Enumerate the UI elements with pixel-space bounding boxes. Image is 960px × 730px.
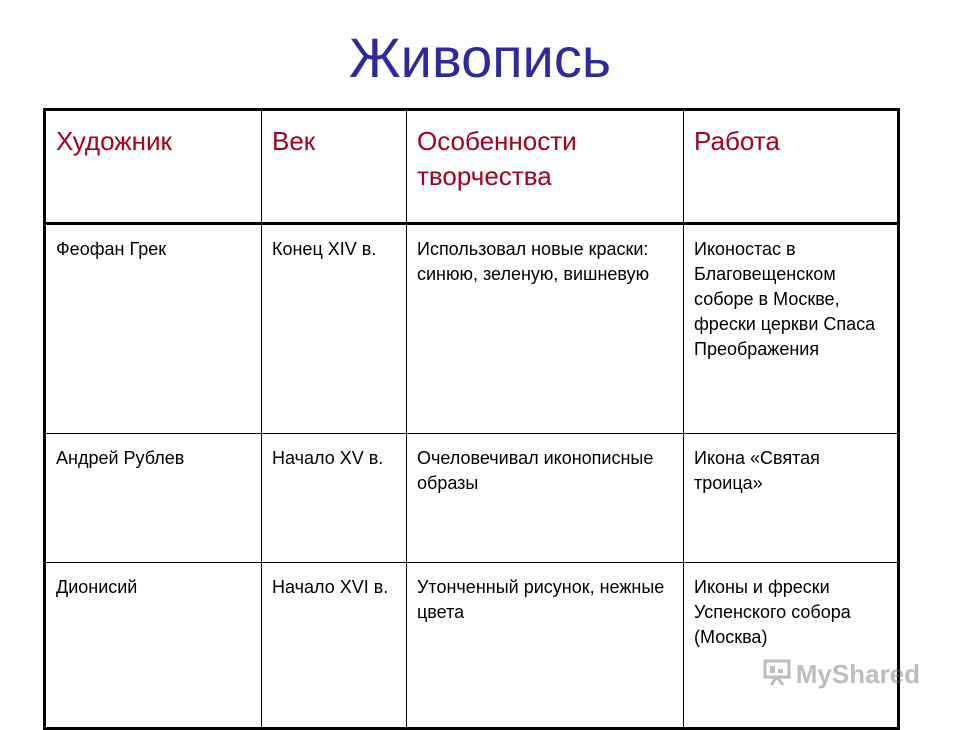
table-row bbox=[45, 563, 899, 729]
cell-features: Использовал новые краски: синюю, зеленую, вишневую bbox=[407, 224, 684, 434]
header-features: Особенности творчества bbox=[407, 110, 684, 224]
cell-artist: Дионисий bbox=[45, 563, 262, 729]
slide-title: Живопись bbox=[348, 26, 612, 89]
painting-table bbox=[43, 108, 900, 730]
table-header-row bbox=[45, 110, 899, 224]
cell-features: Очеловечивал иконописные образы bbox=[407, 434, 684, 563]
cell-work: Иконостас в Благовещенском соборе в Москве, фрески церкви Спаса Преображения bbox=[684, 224, 899, 434]
table-row bbox=[45, 434, 899, 563]
cell-century: Конец XIV в. bbox=[262, 224, 407, 434]
watermark-text: MyShared bbox=[795, 659, 920, 689]
table-row bbox=[45, 224, 899, 434]
watermark bbox=[762, 657, 920, 692]
header-century: Век bbox=[262, 110, 407, 224]
cell-work: Икона «Святая троица» bbox=[684, 434, 899, 563]
cell-century: Начало XVI в. bbox=[262, 563, 407, 729]
cell-century: Начало XV в. bbox=[262, 434, 407, 563]
header-work: Работа bbox=[684, 110, 899, 224]
cell-features: Утонченный рисунок, нежные цвета bbox=[407, 563, 684, 729]
cell-artist: Феофан Грек bbox=[45, 224, 262, 434]
header-artist: Художник bbox=[45, 110, 262, 224]
cell-work: Иконы и фрески Успенского собора (Москва) bbox=[684, 563, 899, 729]
cell-artist: Андрей Рублев bbox=[45, 434, 262, 563]
presentation-board-icon bbox=[762, 657, 792, 692]
